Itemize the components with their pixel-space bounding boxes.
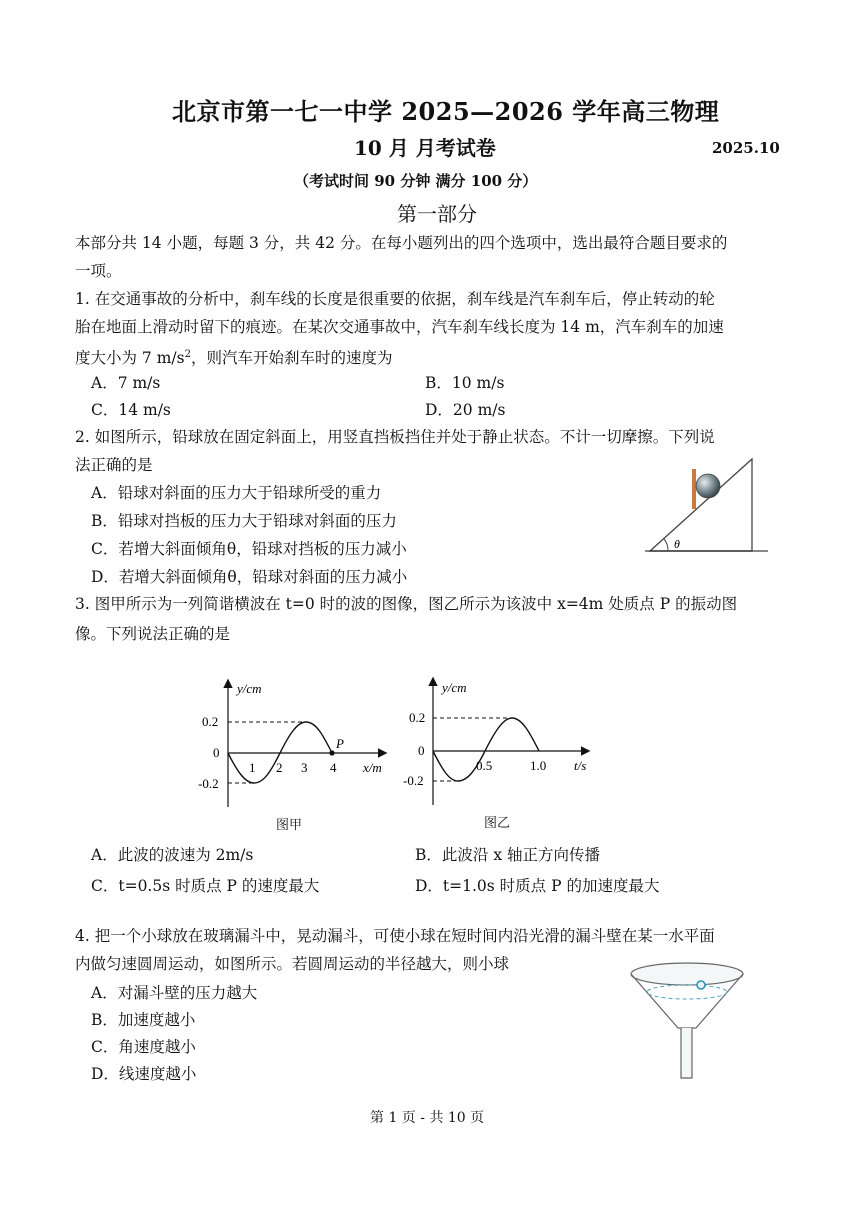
yi-ytick-top: 0.2 bbox=[409, 710, 426, 725]
jia-xtick-1: 1 bbox=[249, 760, 256, 775]
q2-option-a[interactable]: A．铅球对斜面的压力大于铅球所受的重力 bbox=[91, 484, 382, 502]
theta-label: θ bbox=[674, 537, 680, 551]
baffle-board bbox=[692, 469, 696, 509]
yi-xlabel: t/s bbox=[574, 758, 587, 773]
q1-line1: 1. 在交通事故的分析中，刹车线的长度是很重要的依据，刹车线是汽车刹车后，停止转动的轮 bbox=[75, 290, 715, 308]
section-title: 第一部分 bbox=[397, 202, 477, 226]
exam-title: 北京市第一七一中学 2025—2026 学年高三物理 bbox=[172, 97, 720, 126]
instructions-line1: 本部分共 14 小题，每题 3 分，共 42 分。在每小题列出的四个选项中，选出最符合题目要求的 bbox=[75, 234, 728, 252]
yi-xtick-10: 1.0 bbox=[530, 758, 547, 773]
yi-caption: 图乙 bbox=[484, 816, 511, 831]
yi-ytick-bottom: -0.2 bbox=[403, 773, 424, 788]
funnel-rim bbox=[631, 963, 743, 985]
yi-ylabel: y/cm bbox=[442, 680, 467, 695]
q3-option-d[interactable]: D．t=1.0s 时质点 P 的加速度最大 bbox=[415, 877, 660, 895]
q3-line1: 3. 图甲所示为一列简谐横波在 t=0 时的波的图像，图乙所示为该波中 x=4m 处质点 P 的振动图 bbox=[75, 595, 738, 613]
incline-slope bbox=[650, 459, 752, 551]
q3-option-c[interactable]: C．t=0.5s 时质点 P 的速度最大 bbox=[91, 877, 320, 895]
q2-option-b[interactable]: B．铅球对挡板的压力大于铅球对斜面的压力 bbox=[91, 512, 397, 530]
lead-ball bbox=[696, 474, 720, 498]
q4-option-b[interactable]: B．加速度越小 bbox=[91, 1011, 196, 1029]
q4-line1: 4. 把一个小球放在玻璃漏斗中，晃动漏斗，可使小球在短时间内沿光滑的漏斗壁在某一水平面 bbox=[75, 927, 715, 945]
jia-point-label: P bbox=[336, 736, 344, 751]
jia-ylabel: y/cm bbox=[237, 681, 262, 696]
q1-option-a[interactable]: A．7 m/s bbox=[91, 374, 161, 392]
jia-ytick-zero: 0 bbox=[213, 745, 220, 760]
q4-option-d[interactable]: D．线速度越小 bbox=[91, 1065, 197, 1083]
jia-ytick-bottom: -0.2 bbox=[198, 776, 219, 791]
q1-line3-start: 度大小为 7 m/s bbox=[75, 349, 185, 368]
funnel-figure bbox=[625, 960, 750, 1080]
q1-exponent: 2 bbox=[184, 349, 191, 360]
jia-xlabel: x/m bbox=[363, 760, 382, 775]
incline-figure bbox=[640, 455, 770, 560]
q1-line2: 胎在地面上滑动时留下的痕迹。在某次交通事故中，汽车刹车线长度为 14 m，汽车刹车的加速 bbox=[75, 318, 724, 336]
funnel-stem bbox=[681, 1028, 692, 1078]
q2-option-d[interactable]: D．若增大斜面倾角θ，铅球对斜面的压力减小 bbox=[91, 568, 408, 586]
jia-caption: 图甲 bbox=[276, 818, 303, 833]
q3-line2: 像。下列说法正确的是 bbox=[75, 625, 231, 643]
q1-line3-end: ，则汽车开始刹车时的速度为 bbox=[190, 349, 393, 368]
jia-xtick-3: 3 bbox=[301, 760, 308, 775]
q3-option-b[interactable]: B．此波沿 x 轴正方向传播 bbox=[415, 846, 600, 864]
jia-xtick-4: 4 bbox=[330, 760, 337, 775]
yi-ytick-zero: 0 bbox=[418, 743, 425, 758]
q1-option-d[interactable]: D．20 m/s bbox=[425, 401, 506, 419]
q1-option-c[interactable]: C．14 m/s bbox=[91, 401, 171, 419]
exam-subtitle: 10 月 月考试卷 bbox=[354, 136, 496, 160]
exam-info: （考试时间 90 分钟 满分 100 分） bbox=[294, 172, 538, 190]
page-footer: 第 1 页 - 共 10 页 bbox=[370, 1110, 485, 1126]
angle-arc bbox=[664, 539, 668, 551]
q2-line1: 2. 如图所示，铅球放在固定斜面上，用竖直挡板挡住并处于静止状态。不计一切摩擦。下列说 bbox=[75, 428, 715, 446]
q4-option-c[interactable]: C．角速度越小 bbox=[91, 1038, 196, 1056]
q4-option-a[interactable]: A．对漏斗壁的压力越大 bbox=[91, 984, 258, 1002]
instructions-line2: 一项。 bbox=[75, 262, 122, 280]
q4-line2: 内做匀速圆周运动，如图所示。若圆周运动的半径越大，则小球 bbox=[75, 955, 510, 973]
small-ball bbox=[697, 981, 705, 989]
q3-option-a[interactable]: A．此波的波速为 2m/s bbox=[91, 846, 254, 864]
jia-point-p bbox=[329, 750, 334, 755]
exam-date: 2025.10 bbox=[712, 139, 780, 157]
yi-xtick-05: 0.5 bbox=[476, 758, 493, 773]
circular-path bbox=[647, 985, 727, 999]
vibration-graph-yi bbox=[400, 673, 600, 808]
q2-option-c[interactable]: C．若增大斜面倾角θ，铅球对挡板的压力减小 bbox=[91, 540, 407, 558]
q1-line3 bbox=[75, 341, 392, 372]
q1-option-b[interactable]: B．10 m/s bbox=[425, 374, 505, 392]
wave-graph-jia bbox=[195, 675, 395, 810]
jia-ytick-top: 0.2 bbox=[202, 714, 219, 729]
jia-xtick-2: 2 bbox=[276, 760, 283, 775]
q2-line2: 法正确的是 bbox=[75, 456, 153, 474]
